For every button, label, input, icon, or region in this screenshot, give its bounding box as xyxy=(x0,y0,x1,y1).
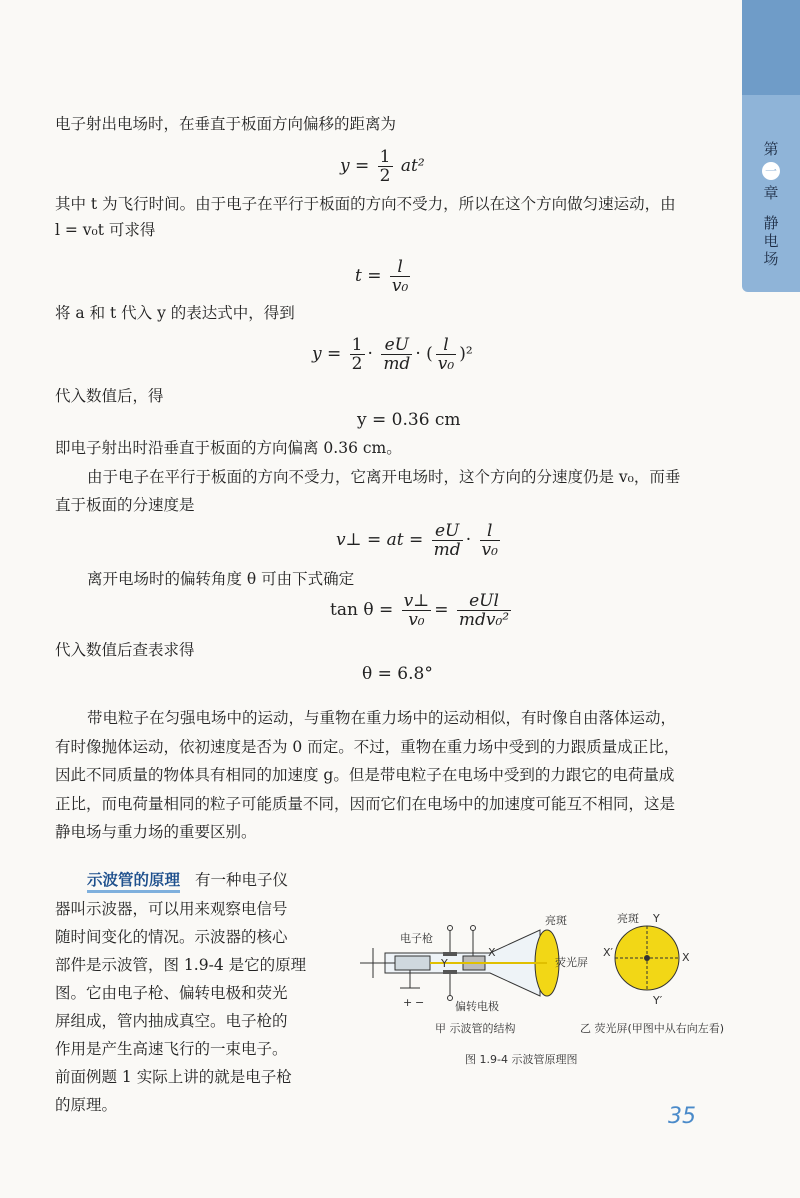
caption-a: 甲 示波管的结构 xyxy=(435,1022,516,1035)
oscilloscope-figure xyxy=(355,908,750,1068)
equation-y-value: y = 0.36 cm xyxy=(357,410,461,430)
section-line: 器叫示波器，可以用来观察电信号 xyxy=(55,900,288,918)
terminal xyxy=(448,926,453,931)
chapter-tab xyxy=(742,0,800,292)
denominator: md xyxy=(383,354,411,374)
section-first-line xyxy=(87,869,288,891)
equation-t xyxy=(355,258,413,295)
x-label: X xyxy=(488,946,496,959)
electron-gun xyxy=(395,956,430,970)
xp-label-b: X′ xyxy=(603,946,614,959)
fraction xyxy=(432,522,463,559)
section-line: 随时间变化的情况。示波器的核心 xyxy=(55,928,288,946)
bright-spot xyxy=(644,955,650,961)
chapter-suffix: 章 xyxy=(763,184,779,202)
x-label-b: X xyxy=(682,951,690,964)
minus-sign: − xyxy=(415,996,425,1009)
text-line: 离开电场时的偏转角度 θ 可由下式确定 xyxy=(87,570,355,588)
paragraph-line: 带电粒子在匀强电场中的运动，与重物在重力场中的运动相似，有时像自由落体运动， xyxy=(87,709,677,727)
text-line: 代入数值后查表求得 xyxy=(55,641,195,659)
spot-label: 亮斑 xyxy=(545,914,567,927)
text-line: 由于电子在平行于板面的方向不受力，它离开电场时，这个方向的分速度仍是 v₀，而垂 xyxy=(87,468,681,486)
paragraph-line: 因此不同质量的物体具有相同的加速度 g。但是带电粒子在电场中受到的力跟它的电荷量成 xyxy=(55,766,675,784)
equation-y-full: y = $\frac{1}{2}$ · $\frac{eU}{md}$ · ( $\frac{l}{\text{v₀}}$ )² xyxy=(312,335,473,374)
chapter-tab-text xyxy=(742,140,800,268)
text-line: 代入数值后，得 xyxy=(55,387,164,405)
y-label: Y xyxy=(441,957,448,970)
eq-rhs: at² xyxy=(400,156,425,176)
text-line: 将 a 和 t 代入 y 的表达式中，得到 xyxy=(55,304,295,322)
deflect-label: 偏转电极 xyxy=(455,1000,499,1013)
chapter-subject: 静电场 xyxy=(763,214,779,268)
denominator: v₀ xyxy=(391,276,409,296)
fraction xyxy=(378,148,393,185)
caption-b: 乙 荧光屏(甲图中从右向左看) xyxy=(580,1022,725,1035)
section-line: 图。它由电子枪、偏转电极和荧光 xyxy=(55,984,288,1002)
section-line: 有一种电子仪 xyxy=(194,871,288,889)
denominator: v₀ xyxy=(437,354,455,374)
numerator: l xyxy=(436,336,456,355)
chapter-prefix: 第 xyxy=(763,140,779,158)
chapter-tab-band xyxy=(742,0,800,95)
eq-lhs: tan θ = xyxy=(330,600,394,620)
paragraph-line: 静电场与重力场的重要区别。 xyxy=(55,823,257,841)
paragraph-line: 正比，而电荷量相同的粒子可能质量不同，因而它们在电场中的加速度可能互不相同，这是 xyxy=(55,795,676,813)
denominator: 2 xyxy=(379,166,391,186)
equation-y-at2 xyxy=(340,148,425,185)
section-line: 部件是示波管，图 1.9-4 是它的原理 xyxy=(55,956,307,974)
terminal xyxy=(448,996,453,1001)
plate-y-bottom xyxy=(443,970,457,974)
terminal xyxy=(471,926,476,931)
denominator: v₀ xyxy=(408,610,425,630)
denominator: 2 xyxy=(351,354,363,374)
text-line: 即电子射出时沿垂直于板面的方向偏离 0.36 cm。 xyxy=(55,439,402,457)
figure-caption: 图 1.9-4 示波管原理图 xyxy=(465,1053,578,1066)
paragraph-line: 有时像抛体运动，依初速度是否为 0 而定。不过，重物在重力场中受到的力跟质量成正比， xyxy=(55,738,680,756)
gun-label: 电子枪 xyxy=(400,932,433,945)
denominator: v₀ xyxy=(481,540,498,560)
section-title: 示波管的原理 xyxy=(87,871,180,893)
eq-lhs: v⊥ = at = xyxy=(336,530,424,550)
text-line: 直于板面的分速度是 xyxy=(55,496,195,514)
eq-lhs: y = xyxy=(340,156,370,176)
text-line: 其中 t 为飞行时间。由于电子在平行于板面的方向不受力，所以在这个方向做匀速运动，由 xyxy=(55,195,676,213)
plus-sign: + xyxy=(403,996,413,1009)
numerator: l xyxy=(480,522,500,541)
spot-label-b: 亮斑 xyxy=(617,912,639,925)
numerator: eUl xyxy=(457,592,511,611)
eq-lhs: t = xyxy=(355,266,382,286)
numerator: l xyxy=(390,258,410,277)
chapter-number: 一 xyxy=(762,162,780,180)
fraction xyxy=(381,336,412,373)
section-line: 的原理。 xyxy=(55,1096,118,1114)
numerator: 1 xyxy=(379,147,391,167)
fraction xyxy=(457,592,511,629)
page-number: 35 xyxy=(668,1104,696,1129)
text-line: 电子射出电场时，在垂直于板面方向偏移的距离为 xyxy=(55,115,397,133)
screen-label: 荧光屏 xyxy=(555,956,588,969)
eq-lhs: y = xyxy=(312,344,342,364)
equation-tan-theta: tan θ = $\frac{v\perp}{\text{v₀}}$ = $\frac{\text{eUl}}{\text{mdv₀²}}$ xyxy=(330,591,510,630)
numerator: v⊥ xyxy=(403,591,430,611)
fraction xyxy=(480,522,500,559)
fraction xyxy=(436,336,456,373)
equation-v-perp: v⊥ = at = $\frac{eU}{md}$ · $\frac{l}{\text{v₀}}$ xyxy=(336,521,498,560)
exponent: ² xyxy=(465,344,473,364)
yp-label-b: Y′ xyxy=(653,994,663,1007)
section-line: 屏组成，管内抽成真空。电子枪的 xyxy=(55,1012,288,1030)
numerator: 1 xyxy=(351,335,363,355)
section-line: 前面例题 1 实际上讲的就是电子枪 xyxy=(55,1068,292,1086)
y-label-b: Y xyxy=(653,912,660,925)
fraction xyxy=(402,592,432,629)
equation-theta-value: θ = 6.8° xyxy=(362,664,433,684)
numerator: eU xyxy=(381,336,412,355)
fraction xyxy=(390,258,410,295)
plate-y-top xyxy=(443,952,457,956)
fraction xyxy=(350,336,365,373)
text-line: l = v₀t 可求得 xyxy=(55,221,156,239)
denominator: mdv₀² xyxy=(458,610,510,630)
denominator: md xyxy=(433,540,461,560)
section-line: 作用是产生高速飞行的一束电子。 xyxy=(55,1040,288,1058)
numerator: eU xyxy=(432,522,463,541)
